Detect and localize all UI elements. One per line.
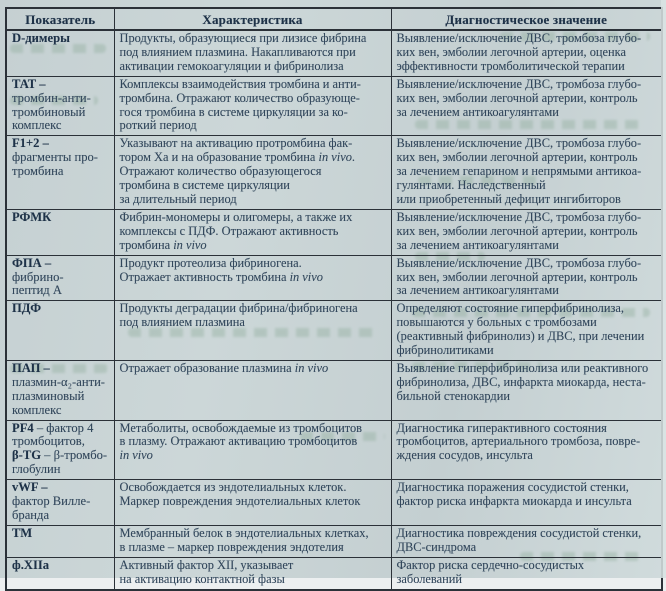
diagnostic-value-cell <box>391 420 662 480</box>
diagnostic-value-cell <box>391 360 662 420</box>
column-header-indicator: Показатель <box>6 8 114 30</box>
table-row <box>6 255 662 301</box>
table-row <box>6 420 662 480</box>
characteristic-cell <box>114 209 391 255</box>
characteristic-cell <box>114 76 391 136</box>
indicator-cell <box>6 525 114 557</box>
indicator-cell <box>6 360 114 420</box>
characteristic-text: Освобождается из эндотелиальных клеток. Маркер повреждения эндотелиальных клеток <box>119 480 361 509</box>
indicator-text: РФМК <box>12 209 52 224</box>
table-row <box>6 360 662 420</box>
header-row <box>6 8 662 30</box>
indicator-text: ПДФ <box>12 301 42 316</box>
column-header-characteristic: Характеристика <box>114 8 391 30</box>
indicator-cell <box>6 209 114 255</box>
characteristic-cell <box>114 255 391 301</box>
characteristic-cell <box>114 301 391 361</box>
hemostasis-markers-table <box>5 7 663 591</box>
indicator-cell <box>6 136 114 210</box>
diagnostic-value-text: Определяют состояние гиперфибринолиза, повышаются у больных с тромбозами (реактивный фибринолиз) и ДВС, при лечении фибринолитиками <box>396 301 645 358</box>
diagnostic-value-cell <box>391 255 662 301</box>
diagnostic-value-text: Выявление/исключение ДВС, тромбоза глубо- ких вен, эмболии легочной артерии, контроль за лечением гепарином и непрямыми антикоа- гулянтами. Наследственный или приобретенный дефицит ингибиторов <box>396 136 642 206</box>
diagnostic-value-text: Выявление/исключение ДВС, тромбоза глубо- ких вен, эмболии легочной артерии, контроль за лечением антикоагулянтами <box>396 209 642 252</box>
table-row <box>6 557 662 589</box>
characteristic-text: Продукты деградации фибрина/фибриногена под влиянием плазмина <box>119 301 358 330</box>
table-row <box>6 30 662 76</box>
characteristic-text: Метаболиты, освобождаемые из тромбоцитов в плазму. Отражают активацию тромбоцитов in vivo <box>119 420 363 463</box>
diagnostic-value-text: Диагностика поражения сосудистой стенки, фактор риска инфаркта миокарда и инсульта <box>396 480 632 509</box>
diagnostic-value-text: Выявление гиперфибринолиза или реактивного фибринолиза, ДВС, инфаркта миокарда, неста- бильной стенокардии <box>396 360 649 403</box>
diagnostic-value-cell <box>391 76 662 136</box>
table-row <box>6 301 662 361</box>
column-header-diagnostic-value: Диагностическое значение <box>391 8 662 30</box>
indicator-cell <box>6 301 114 361</box>
diagnostic-value-text: Выявление/исключение ДВС, тромбоза глубо- ких вен, эмболии легочной артерии, контроль за лечением антикоагулянтами <box>396 255 642 298</box>
characteristic-text: Отражает образование плазмина in vivo <box>119 360 329 375</box>
indicator-text: ТАТ – тромбин-анти- тромбиновый комплекс <box>12 76 91 133</box>
characteristic-cell <box>114 30 391 76</box>
indicator-text: ф.XIIa <box>12 557 50 572</box>
diagnostic-value-cell <box>391 209 662 255</box>
table-row <box>6 525 662 557</box>
diagnostic-value-cell <box>391 557 662 589</box>
indicator-text: D-димеры <box>12 31 70 45</box>
diagnostic-value-cell <box>391 301 662 361</box>
table-row <box>6 209 662 255</box>
characteristic-cell <box>114 360 391 420</box>
indicator-cell <box>6 420 114 480</box>
characteristic-text: Фибрин-мономеры и олигомеры, а также их комплексы с ПДФ. Отражают активность тромбина in vivo <box>119 209 353 252</box>
table-row <box>6 76 662 136</box>
diagnostic-value-cell <box>391 136 662 210</box>
indicator-cell <box>6 255 114 301</box>
diagnostic-value-text: Диагностика повреждения сосудистой стенки, ДВС-синдрома <box>396 525 642 554</box>
characteristic-text: Продукт протеолиза фибриногена. Отражает активность тромбина in vivo <box>119 255 323 284</box>
diagnostic-value-text: Фактор риска сердечно-сосудистых заболеваний <box>396 557 585 586</box>
characteristic-cell <box>114 480 391 526</box>
table-row <box>6 480 662 526</box>
indicator-cell <box>6 480 114 526</box>
indicator-text: vWF – фактор Вилле- бранда <box>12 480 91 522</box>
characteristic-cell <box>114 420 391 480</box>
characteristic-text: Указывают на активацию протромбина фак- тором Ха и на образование тромбина in vivo. Отражают количество образующегося тромбина в системе циркуляции за длительный период <box>119 136 356 206</box>
indicator-text: ТМ <box>12 525 33 540</box>
indicator-text: F1+2 – фрагменты про- тромбина <box>12 136 98 179</box>
table-row <box>6 136 662 210</box>
characteristic-text: Комплексы взаимодействия тромбина и анти- тромбина. Отражают количество образующе- гося тромбина в системе циркуляции за ко- роткий период <box>119 76 361 133</box>
indicator-cell <box>6 30 114 76</box>
characteristic-text: Мембранный белок в эндотелиальных клетках, в плазме – маркер повреждения эндотелия <box>119 525 369 554</box>
indicator-cell <box>6 557 114 589</box>
diagnostic-value-text: Выявление/исключение ДВС, тромбоза глубо- ких вен, эмболии легочной артерии, оценка эффективности тромболитической терапии <box>396 31 642 73</box>
indicator-text: ПАП – плазмин-α₂-анти- плазминовый комплекс <box>12 360 106 417</box>
characteristic-cell <box>114 557 391 589</box>
characteristic-cell <box>114 136 391 210</box>
diagnostic-value-text: Диагностика гиперактивного состояния тромбоцитов, артериального тромбоза, повре- ждения сосудов, инсульта <box>396 420 641 463</box>
diagnostic-value-cell <box>391 30 662 76</box>
characteristic-cell <box>114 525 391 557</box>
diagnostic-value-cell <box>391 525 662 557</box>
characteristic-text: Активный фактор XII, указывает на активацию контактной фазы <box>119 557 294 586</box>
indicator-text: ФПА – фибрино- пептид А <box>12 255 64 298</box>
indicator-cell <box>6 76 114 136</box>
characteristic-text: Продукты, образующиеся при лизисе фибрина под влиянием плазмина. Накапливаются при активации гемокоагуляции и фибринолиза <box>119 31 367 73</box>
diagnostic-value-cell <box>391 480 662 526</box>
indicator-text: PF4 – фактор 4 тромбоцитов, β-TG – β-тромбо- глобулин <box>12 420 108 477</box>
diagnostic-value-text: Выявление/исключение ДВС, тромбоза глубо- ких вен, эмболии легочной артерии, контроль за лечением антикоагулянтами <box>396 76 642 119</box>
